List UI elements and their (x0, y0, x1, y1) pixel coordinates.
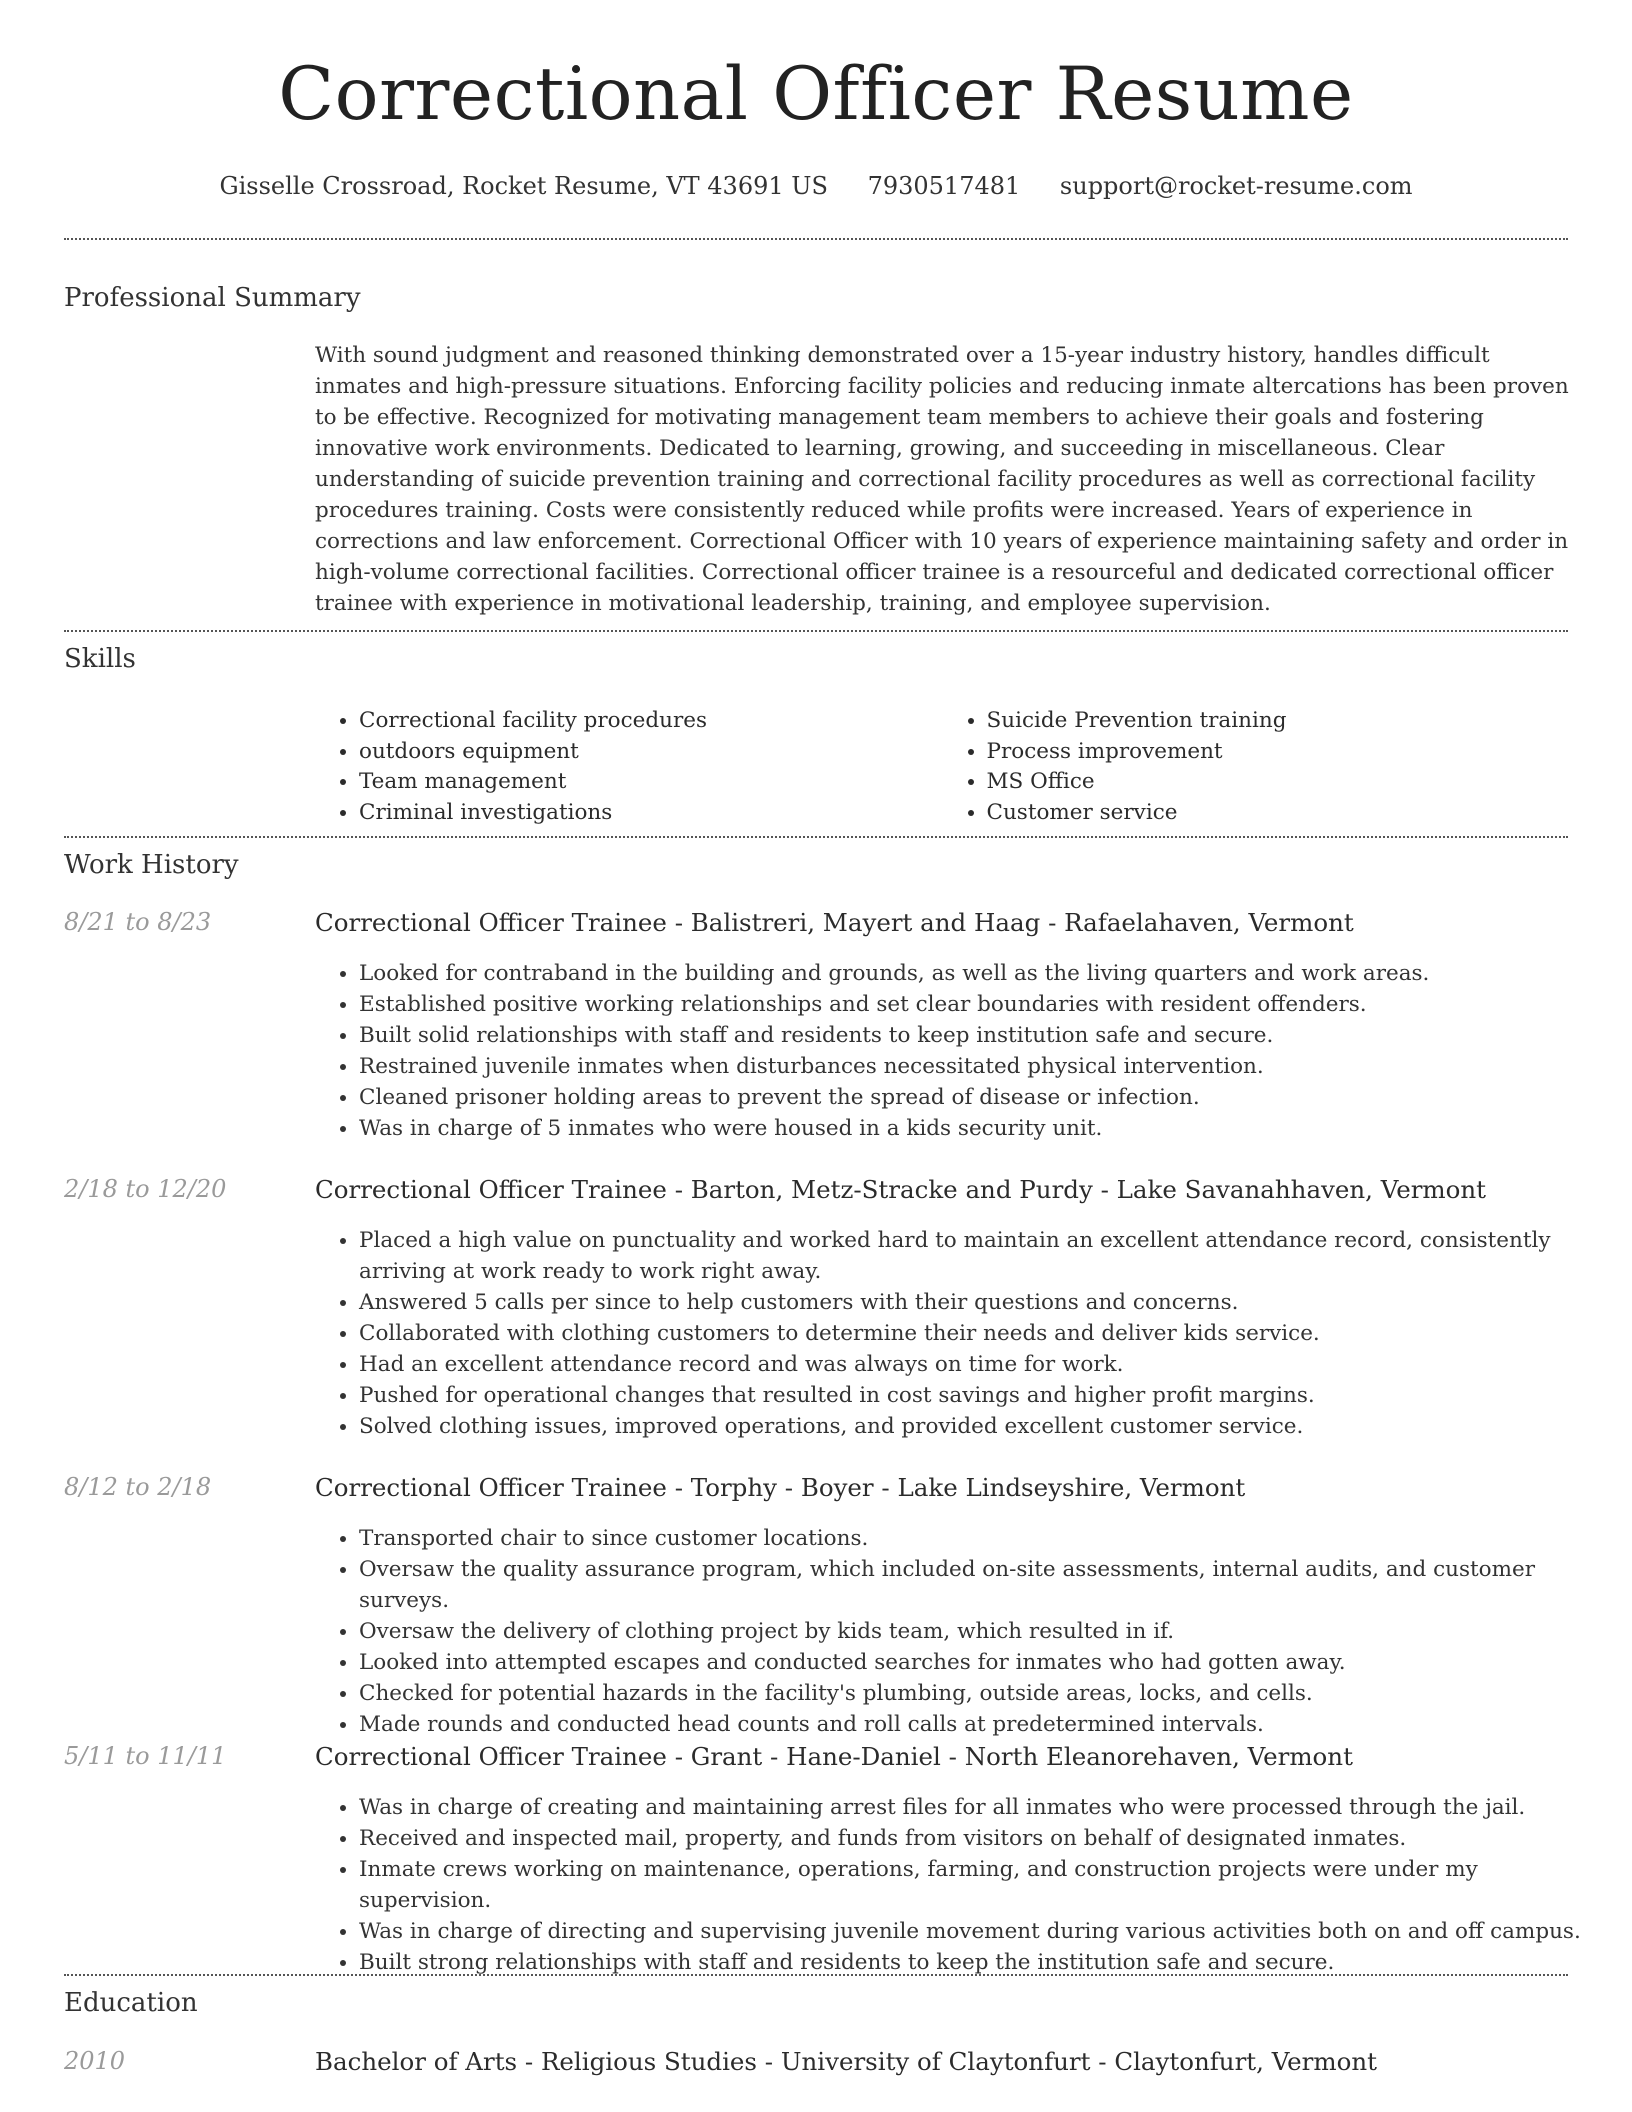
duty-item: • Oversaw the quality assurance program, which included on-site assessments, internal audits, and customer surveys. (359, 1554, 1614, 1616)
job-title: Correctional Officer Trainee - Torphy - Boyer - Lake Lindseyshire, Vermont (315, 1473, 1246, 1502)
skills-column-right (943, 706, 1571, 828)
section-heading-summary: Professional Summary (64, 283, 361, 313)
job-date: 8/21 to 8/23 (64, 908, 212, 936)
job-title: Correctional Officer Trainee - Balistreri, Mayert and Haag - Rafaelahaven, Vermont (315, 908, 1354, 937)
skill-item: • Correctional facility procedures (359, 706, 943, 737)
duty-item: • Was in charge of directing and supervising juvenile movement during various activities both on and off campus. (359, 1916, 1614, 1947)
page-title: Correctional Officer Resume (278, 52, 1354, 137)
skill-item: • Process improvement (987, 737, 1571, 768)
skill-item: • Criminal investigations (359, 798, 943, 829)
job-duties (315, 1225, 1614, 1442)
job-title: Correctional Officer Trainee - Barton, Metz-Stracke and Purdy - Lake Savanahhaven, Vermont (315, 1175, 1487, 1204)
job-date: 8/12 to 2/18 (64, 1473, 212, 1501)
duty-item: • Received and inspected mail, property, and funds from visitors on behalf of designated inmates. (359, 1823, 1614, 1854)
duty-item: • Collaborated with clothing customers to determine their needs and deliver kids service. (359, 1318, 1614, 1349)
divider (64, 238, 1568, 240)
duty-item: • Looked for contraband in the building and grounds, as well as the living quarters and work areas. (359, 958, 1614, 989)
duty-item: • Made rounds and conducted head counts and roll calls at predetermined intervals. (359, 1709, 1614, 1740)
divider (64, 836, 1568, 838)
skill-item: • MS Office (987, 767, 1571, 798)
skills-column-left (315, 706, 943, 828)
job-duties (315, 1523, 1614, 1740)
job-duties (315, 958, 1614, 1144)
duty-item: • Answered 5 calls per since to help customers with their questions and concerns. (359, 1287, 1614, 1318)
job-date: 2/18 to 12/20 (64, 1175, 227, 1203)
education-title: Bachelor of Arts - Religious Studies - University of Claytonfurt - Claytonfurt, Vermont (315, 2047, 1377, 2076)
divider (64, 1974, 1568, 1976)
duty-item: • Was in charge of creating and maintaining arrest files for all inmates who were processed through the jail. (359, 1792, 1614, 1823)
duty-item: • Had an excellent attendance record and was always on time for work. (359, 1349, 1614, 1380)
duty-item: • Checked for potential hazards in the facility's plumbing, outside areas, locks, and cells. (359, 1678, 1614, 1709)
contact-phone: 7930517481 (867, 172, 1021, 200)
duty-item: • Cleaned prisoner holding areas to prevent the spread of disease or infection. (359, 1082, 1614, 1113)
skill-item: • outdoors equipment (359, 737, 943, 768)
duty-item: • Solved clothing issues, improved operations, and provided excellent customer service. (359, 1411, 1614, 1442)
duty-item: • Built solid relationships with staff and residents to keep institution safe and secure. (359, 1020, 1614, 1051)
section-heading-education: Education (64, 1988, 198, 2018)
contact-line (0, 172, 1632, 200)
skill-item: • Suicide Prevention training (987, 706, 1571, 737)
duty-item: • Transported chair to since customer locations. (359, 1523, 1614, 1554)
duty-item: • Inmate crews working on maintenance, operations, farming, and construction projects were under my supervision. (359, 1854, 1614, 1916)
job-duties (315, 1792, 1614, 1978)
contact-address: Gisselle Crossroad, Rocket Resume, VT 43691 US (219, 172, 828, 200)
duty-item: • Was in charge of 5 inmates who were housed in a kids security unit. (359, 1113, 1614, 1144)
divider (64, 630, 1568, 632)
section-heading-skills: Skills (64, 644, 136, 674)
job-date: 5/11 to 11/11 (64, 1742, 227, 1770)
duty-item: • Looked into attempted escapes and conducted searches for inmates who had gotten away. (359, 1647, 1614, 1678)
section-heading-work: Work History (64, 850, 239, 880)
duty-item: • Built strong relationships with staff and residents to keep the institution safe and secure. (359, 1947, 1614, 1978)
skill-item: • Team management (359, 767, 943, 798)
duty-item: • Pushed for operational changes that resulted in cost savings and higher profit margins. (359, 1380, 1614, 1411)
summary-text: With sound judgment and reasoned thinking demonstrated over a 15-year industry history, handles difficult inmates and high-pressure situations. Enforcing facility policies and reducing inmate altercations has been proven to be effective. Recognized for motivating management team members to achieve their goals and fostering innovative work environments. Dedicated to learning, growing, and succeeding in miscellaneous. Clear understanding of suicide prevention training and correctional facility procedures as well as correctional facility procedures training. Costs were consistently reduced while profits were increased. Years of experience in corrections and law enforcement. Correctional Officer with 10 years of experience maintaining safety and order in high-volume correctional facilities. Correctional officer trainee is a resourceful and dedicated correctional officer trainee with experience in motivational leadership, training, and employee supervision. (315, 343, 1569, 616)
duty-item: • Oversaw the delivery of clothing project by kids team, which resulted in if. (359, 1616, 1614, 1647)
job-title: Correctional Officer Trainee - Grant - Hane-Daniel - North Eleanorehaven, Vermont (315, 1742, 1353, 1771)
skills-list (315, 706, 1570, 828)
duty-item: • Restrained juvenile inmates when disturbances necessitated physical intervention. (359, 1051, 1614, 1082)
skill-item: • Customer service (987, 798, 1571, 829)
duty-item: • Placed a high value on punctuality and worked hard to maintain an excellent attendance record, consistently arriving at work ready to work right away. (359, 1225, 1614, 1287)
contact-email: support@rocket-resume.com (1059, 172, 1413, 200)
education-date: 2010 (64, 2047, 126, 2075)
duty-item: • Established positive working relationships and set clear boundaries with resident offenders. (359, 989, 1614, 1020)
